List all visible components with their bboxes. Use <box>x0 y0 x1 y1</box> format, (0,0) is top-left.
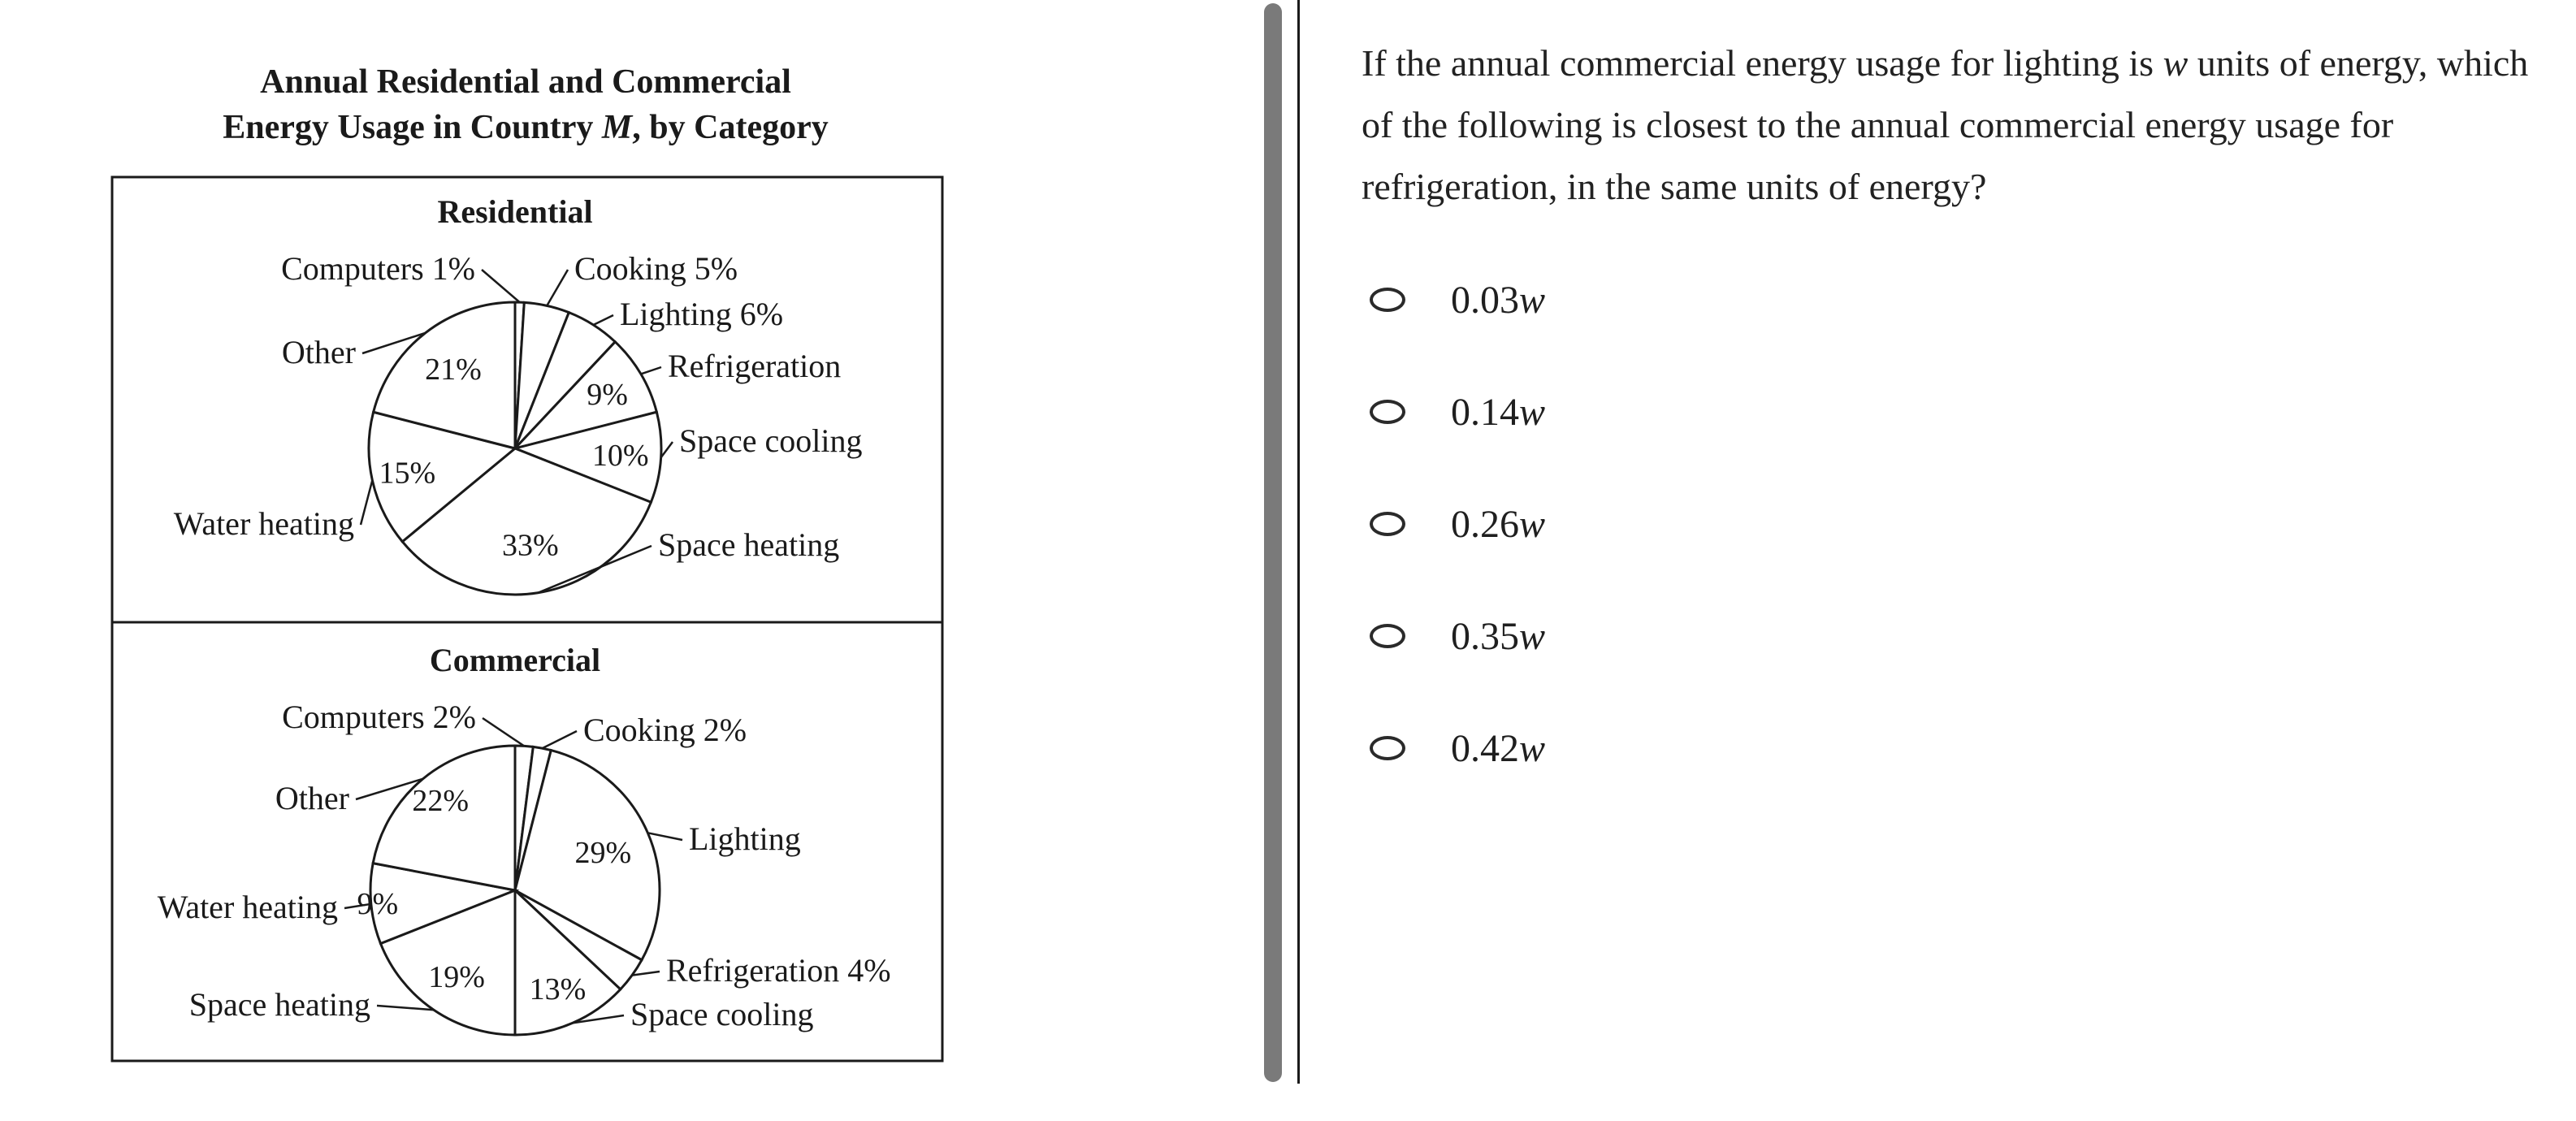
leader-line <box>377 1006 434 1010</box>
slice-percent-label: 33% <box>501 528 559 563</box>
slice-percent-label: 21% <box>425 353 482 387</box>
slice-category-label: Space cooling <box>630 996 814 1032</box>
leader-line <box>593 315 613 325</box>
leader-line <box>361 480 372 525</box>
leader-line <box>482 270 520 302</box>
leader-line <box>647 833 682 840</box>
slice-category-label: Lighting 6% <box>620 296 784 332</box>
choice-label: 0.42w <box>1451 726 1546 770</box>
figure-panel <box>0 0 1267 1121</box>
figure-title-line2: Energy Usage in Country M, by Category <box>223 109 829 146</box>
slice-category-label: Lighting <box>689 820 801 857</box>
radio-button-icon[interactable] <box>1370 288 1405 312</box>
slice-percent-label: 19% <box>428 959 485 994</box>
slice-percent-label: 15% <box>379 456 436 491</box>
slice-category-label: Water heating <box>157 889 338 925</box>
answer-choice-e[interactable] <box>1362 692 2548 804</box>
slice-category-label: Computers 2% <box>282 699 476 735</box>
commercial-chart-title: Commercial <box>429 642 601 678</box>
slice-percent-label: 29% <box>574 836 632 871</box>
pie-chart-figure <box>0 0 1267 1121</box>
slice-category-label: Refrigeration <box>668 348 842 384</box>
leader-line <box>632 972 660 976</box>
slice-category-label: Cooking 5% <box>574 250 738 287</box>
slice-category-label: Space heating <box>658 526 840 563</box>
residential-chart-title: Residential <box>437 193 593 230</box>
answer-choice-a[interactable] <box>1362 244 2548 356</box>
slice-percent-label: 9% <box>587 377 628 412</box>
slice-percent-label: 22% <box>412 784 470 818</box>
choice-label: 0.14w <box>1451 390 1546 434</box>
radio-button-icon[interactable] <box>1370 400 1405 424</box>
leader-line <box>483 718 524 746</box>
leader-line <box>547 270 568 305</box>
choice-label: 0.26w <box>1451 502 1546 546</box>
choice-label: 0.35w <box>1451 614 1546 658</box>
slice-category-label: Other <box>275 780 349 816</box>
slice-category-label: Cooking 2% <box>583 712 747 748</box>
slice-category-label: Other <box>281 334 356 370</box>
panel-divider <box>1297 0 1300 1084</box>
answer-choice-b[interactable] <box>1362 356 2548 468</box>
commercial-pie <box>158 699 891 1035</box>
radio-button-icon[interactable] <box>1370 624 1405 648</box>
question-panel <box>1362 32 2548 804</box>
leader-line <box>542 731 577 748</box>
slice-percent-label: 13% <box>529 972 587 1007</box>
choice-label: 0.03w <box>1451 278 1546 322</box>
leader-line <box>641 367 661 374</box>
slice-percent-label: 9% <box>357 887 399 921</box>
radio-button-icon[interactable] <box>1370 512 1405 536</box>
scrollbar[interactable] <box>1264 3 1282 1082</box>
answer-choice-c[interactable] <box>1362 468 2548 580</box>
question-text: If the annual commercial energy usage for lighting is w units of energy, which of the following is closest to the annual commercial energy usage for refrigeration, in the same units of energy? <box>1362 42 2529 207</box>
residential-pie <box>174 250 863 595</box>
slice-category-label: Space cooling <box>679 422 863 459</box>
slice-category-label: Refrigeration 4% <box>666 952 891 989</box>
answer-choices <box>1362 244 2548 804</box>
figure-title-line1: Annual Residential and Commercial <box>260 63 791 101</box>
answer-choice-d[interactable] <box>1362 580 2548 692</box>
leader-line <box>661 442 673 457</box>
slice-category-label: Computers 1% <box>281 250 475 287</box>
radio-button-icon[interactable] <box>1370 736 1405 760</box>
slice-percent-label: 10% <box>591 439 649 474</box>
slice-category-label: Space heating <box>188 986 370 1023</box>
slice-category-label: Water heating <box>173 505 354 542</box>
